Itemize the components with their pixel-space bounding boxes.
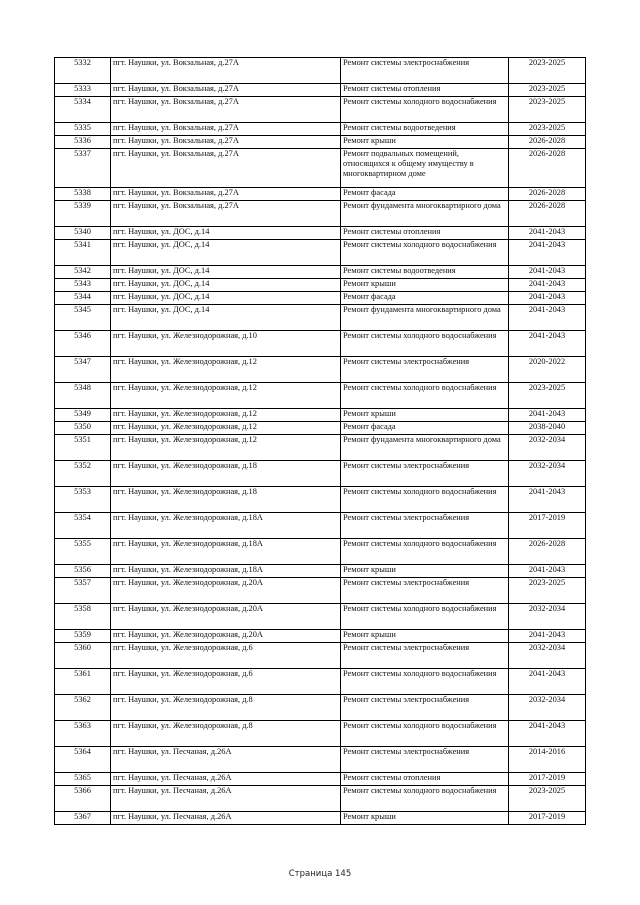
address-cell: пгт. Наушки, ул. Вокзальная, д.27А — [111, 97, 341, 123]
row-number-cell: 5344 — [55, 292, 111, 305]
period-cell: 2041-2043 — [509, 331, 586, 357]
work-type-cell: Ремонт системы электроснабжения — [341, 747, 509, 773]
table-row — [55, 721, 586, 747]
work-type-cell: Ремонт фундамента многоквартирного дома — [341, 201, 509, 227]
work-type-cell: Ремонт крыши — [341, 279, 509, 292]
period-cell: 2032-2034 — [509, 461, 586, 487]
table-body — [55, 58, 586, 825]
table-row — [55, 487, 586, 513]
table-row — [55, 669, 586, 695]
period-cell: 2041-2043 — [509, 227, 586, 240]
row-number-cell: 5365 — [55, 773, 111, 786]
row-number-cell: 5350 — [55, 422, 111, 435]
table-row — [55, 136, 586, 149]
address-cell: пгт. Наушки, ул. ДОС, д.14 — [111, 227, 341, 240]
address-cell: пгт. Наушки, ул. Песчаная, д.26А — [111, 747, 341, 773]
table-row — [55, 695, 586, 721]
row-number-cell: 5346 — [55, 331, 111, 357]
row-number-cell: 5360 — [55, 643, 111, 669]
work-type-cell: Ремонт фасада — [341, 292, 509, 305]
period-cell: 2041-2043 — [509, 721, 586, 747]
row-number-cell: 5334 — [55, 97, 111, 123]
period-cell: 2041-2043 — [509, 409, 586, 422]
row-number-cell: 5348 — [55, 383, 111, 409]
period-cell: 2023-2025 — [509, 58, 586, 84]
work-type-cell: Ремонт системы холодного водоснабжения — [341, 604, 509, 630]
work-type-cell: Ремонт подвальных помещений, относящихся к общему имуществу в многоквартирном доме — [341, 149, 509, 188]
work-type-cell: Ремонт фундамента многоквартирного дома — [341, 305, 509, 331]
table-row — [55, 604, 586, 630]
work-type-cell: Ремонт фундамента многоквартирного дома — [341, 435, 509, 461]
work-type-cell: Ремонт крыши — [341, 812, 509, 825]
table-row — [55, 773, 586, 786]
table-row — [55, 578, 586, 604]
work-type-cell: Ремонт системы электроснабжения — [341, 695, 509, 721]
period-cell: 2032-2034 — [509, 695, 586, 721]
row-number-cell: 5367 — [55, 812, 111, 825]
row-number-cell: 5335 — [55, 123, 111, 136]
address-cell: пгт. Наушки, ул. Песчаная, д.26А — [111, 773, 341, 786]
row-number-cell: 5364 — [55, 747, 111, 773]
address-cell: пгт. Наушки, ул. Песчаная, д.26А — [111, 812, 341, 825]
row-number-cell: 5362 — [55, 695, 111, 721]
work-type-cell: Ремонт системы электроснабжения — [341, 578, 509, 604]
row-number-cell: 5361 — [55, 669, 111, 695]
period-cell: 2014-2016 — [509, 747, 586, 773]
address-cell: пгт. Наушки, ул. Вокзальная, д.27А — [111, 149, 341, 188]
address-cell: пгт. Наушки, ул. Песчаная, д.26А — [111, 786, 341, 812]
work-type-cell: Ремонт фасада — [341, 188, 509, 201]
row-number-cell: 5343 — [55, 279, 111, 292]
address-cell: пгт. Наушки, ул. Вокзальная, д.27А — [111, 201, 341, 227]
row-number-cell: 5345 — [55, 305, 111, 331]
address-cell: пгт. Наушки, ул. Вокзальная, д.27А — [111, 136, 341, 149]
table-row — [55, 747, 586, 773]
period-cell: 2041-2043 — [509, 266, 586, 279]
period-cell: 2023-2025 — [509, 123, 586, 136]
row-number-cell: 5338 — [55, 188, 111, 201]
work-type-cell: Ремонт системы холодного водоснабжения — [341, 487, 509, 513]
address-cell: пгт. Наушки, ул. Железнодорожная, д.8 — [111, 721, 341, 747]
table-row — [55, 331, 586, 357]
period-cell: 2017-2019 — [509, 773, 586, 786]
address-cell: пгт. Наушки, ул. Железнодорожная, д.12 — [111, 435, 341, 461]
work-type-cell: Ремонт системы электроснабжения — [341, 58, 509, 84]
address-cell: пгт. Наушки, ул. Железнодорожная, д.12 — [111, 422, 341, 435]
address-cell: пгт. Наушки, ул. Железнодорожная, д.20А — [111, 630, 341, 643]
period-cell: 2023-2025 — [509, 97, 586, 123]
period-cell: 2041-2043 — [509, 279, 586, 292]
row-number-cell: 5355 — [55, 539, 111, 565]
table-row — [55, 149, 586, 188]
table-row — [55, 292, 586, 305]
table-row — [55, 786, 586, 812]
work-type-cell: Ремонт системы холодного водоснабжения — [341, 383, 509, 409]
work-type-cell: Ремонт системы холодного водоснабжения — [341, 97, 509, 123]
table-row — [55, 630, 586, 643]
period-cell: 2023-2025 — [509, 84, 586, 97]
table-row — [55, 201, 586, 227]
table-row — [55, 565, 586, 578]
table-row — [55, 227, 586, 240]
address-cell: пгт. Наушки, ул. Вокзальная, д.27А — [111, 188, 341, 201]
row-number-cell: 5359 — [55, 630, 111, 643]
work-type-cell: Ремонт системы холодного водоснабжения — [341, 721, 509, 747]
work-type-cell: Ремонт крыши — [341, 136, 509, 149]
table-row — [55, 461, 586, 487]
period-cell: 2032-2034 — [509, 435, 586, 461]
address-cell: пгт. Наушки, ул. Железнодорожная, д.18 — [111, 461, 341, 487]
work-type-cell: Ремонт крыши — [341, 565, 509, 578]
table-row — [55, 409, 586, 422]
capital-repair-table — [54, 57, 586, 825]
row-number-cell: 5341 — [55, 240, 111, 266]
work-type-cell: Ремонт системы электроснабжения — [341, 461, 509, 487]
address-cell: пгт. Наушки, ул. Железнодорожная, д.6 — [111, 669, 341, 695]
address-cell: пгт. Наушки, ул. Железнодорожная, д.18А — [111, 539, 341, 565]
work-type-cell: Ремонт крыши — [341, 409, 509, 422]
work-type-cell: Ремонт крыши — [341, 630, 509, 643]
work-type-cell: Ремонт системы водоотведения — [341, 266, 509, 279]
work-type-cell: Ремонт системы отопления — [341, 773, 509, 786]
row-number-cell: 5357 — [55, 578, 111, 604]
address-cell: пгт. Наушки, ул. ДОС, д.14 — [111, 240, 341, 266]
row-number-cell: 5353 — [55, 487, 111, 513]
row-number-cell: 5342 — [55, 266, 111, 279]
period-cell: 2041-2043 — [509, 565, 586, 578]
table-row — [55, 84, 586, 97]
work-type-cell: Ремонт системы электроснабжения — [341, 357, 509, 383]
period-cell: 2017-2019 — [509, 513, 586, 539]
address-cell: пгт. Наушки, ул. ДОС, д.14 — [111, 305, 341, 331]
row-number-cell: 5337 — [55, 149, 111, 188]
address-cell: пгт. Наушки, ул. ДОС, д.14 — [111, 279, 341, 292]
row-number-cell: 5352 — [55, 461, 111, 487]
period-cell: 2041-2043 — [509, 305, 586, 331]
period-cell: 2041-2043 — [509, 630, 586, 643]
table-row — [55, 383, 586, 409]
address-cell: пгт. Наушки, ул. Железнодорожная, д.12 — [111, 383, 341, 409]
address-cell: пгт. Наушки, ул. Железнодорожная, д.18А — [111, 513, 341, 539]
period-cell: 2038-2040 — [509, 422, 586, 435]
work-type-cell: Ремонт системы электроснабжения — [341, 643, 509, 669]
work-type-cell: Ремонт системы отопления — [341, 227, 509, 240]
period-cell: 2026-2028 — [509, 201, 586, 227]
address-cell: пгт. Наушки, ул. Железнодорожная, д.20А — [111, 578, 341, 604]
page-footer — [0, 869, 640, 879]
period-cell: 2026-2028 — [509, 149, 586, 188]
row-number-cell: 5363 — [55, 721, 111, 747]
period-cell: 2041-2043 — [509, 292, 586, 305]
period-cell: 2032-2034 — [509, 643, 586, 669]
address-cell: пгт. Наушки, ул. Железнодорожная, д.12 — [111, 357, 341, 383]
address-cell: пгт. Наушки, ул. Вокзальная, д.27А — [111, 123, 341, 136]
work-type-cell: Ремонт системы холодного водоснабжения — [341, 331, 509, 357]
work-type-cell: Ремонт системы отопления — [341, 84, 509, 97]
page-number: Страница 145 — [288, 869, 352, 879]
address-cell: пгт. Наушки, ул. Вокзальная, д.27А — [111, 84, 341, 97]
table-row — [55, 539, 586, 565]
period-cell: 2026-2028 — [509, 136, 586, 149]
address-cell: пгт. Наушки, ул. Вокзальная, д.27А — [111, 58, 341, 84]
row-number-cell: 5356 — [55, 565, 111, 578]
address-cell: пгт. Наушки, ул. ДОС, д.14 — [111, 292, 341, 305]
table-row — [55, 97, 586, 123]
period-cell: 2023-2025 — [509, 383, 586, 409]
period-cell: 2023-2025 — [509, 578, 586, 604]
period-cell: 2026-2028 — [509, 539, 586, 565]
address-cell: пгт. Наушки, ул. Железнодорожная, д.6 — [111, 643, 341, 669]
table-row — [55, 266, 586, 279]
work-type-cell: Ремонт системы электроснабжения — [341, 513, 509, 539]
row-number-cell: 5333 — [55, 84, 111, 97]
table-row — [55, 435, 586, 461]
period-cell: 2026-2028 — [509, 188, 586, 201]
period-cell: 2020-2022 — [509, 357, 586, 383]
table-row — [55, 305, 586, 331]
period-cell: 2032-2034 — [509, 604, 586, 630]
row-number-cell: 5358 — [55, 604, 111, 630]
table-row — [55, 643, 586, 669]
work-type-cell: Ремонт системы холодного водоснабжения — [341, 786, 509, 812]
row-number-cell: 5332 — [55, 58, 111, 84]
work-type-cell: Ремонт системы холодного водоснабжения — [341, 539, 509, 565]
address-cell: пгт. Наушки, ул. Железнодорожная, д.20А — [111, 604, 341, 630]
address-cell: пгт. Наушки, ул. ДОС, д.14 — [111, 266, 341, 279]
period-cell: 2017-2019 — [509, 812, 586, 825]
work-type-cell: Ремонт фасада — [341, 422, 509, 435]
work-type-cell: Ремонт системы холодного водоснабжения — [341, 240, 509, 266]
table-row — [55, 513, 586, 539]
row-number-cell: 5349 — [55, 409, 111, 422]
address-cell: пгт. Наушки, ул. Железнодорожная, д.18 — [111, 487, 341, 513]
work-type-cell: Ремонт системы водоотведения — [341, 123, 509, 136]
address-cell: пгт. Наушки, ул. Железнодорожная, д.10 — [111, 331, 341, 357]
table-row — [55, 357, 586, 383]
row-number-cell: 5336 — [55, 136, 111, 149]
row-number-cell: 5354 — [55, 513, 111, 539]
table-row — [55, 240, 586, 266]
address-cell: пгт. Наушки, ул. Железнодорожная, д.8 — [111, 695, 341, 721]
period-cell: 2023-2025 — [509, 786, 586, 812]
row-number-cell: 5351 — [55, 435, 111, 461]
row-number-cell: 5340 — [55, 227, 111, 240]
period-cell: 2041-2043 — [509, 240, 586, 266]
table-row — [55, 812, 586, 825]
table-row — [55, 58, 586, 84]
period-cell: 2041-2043 — [509, 669, 586, 695]
row-number-cell: 5366 — [55, 786, 111, 812]
address-cell: пгт. Наушки, ул. Железнодорожная, д.18А — [111, 565, 341, 578]
table-row — [55, 188, 586, 201]
table-row — [55, 279, 586, 292]
row-number-cell: 5339 — [55, 201, 111, 227]
address-cell: пгт. Наушки, ул. Железнодорожная, д.12 — [111, 409, 341, 422]
table-row — [55, 422, 586, 435]
work-type-cell: Ремонт системы холодного водоснабжения — [341, 669, 509, 695]
table-row — [55, 123, 586, 136]
row-number-cell: 5347 — [55, 357, 111, 383]
period-cell: 2041-2043 — [509, 487, 586, 513]
